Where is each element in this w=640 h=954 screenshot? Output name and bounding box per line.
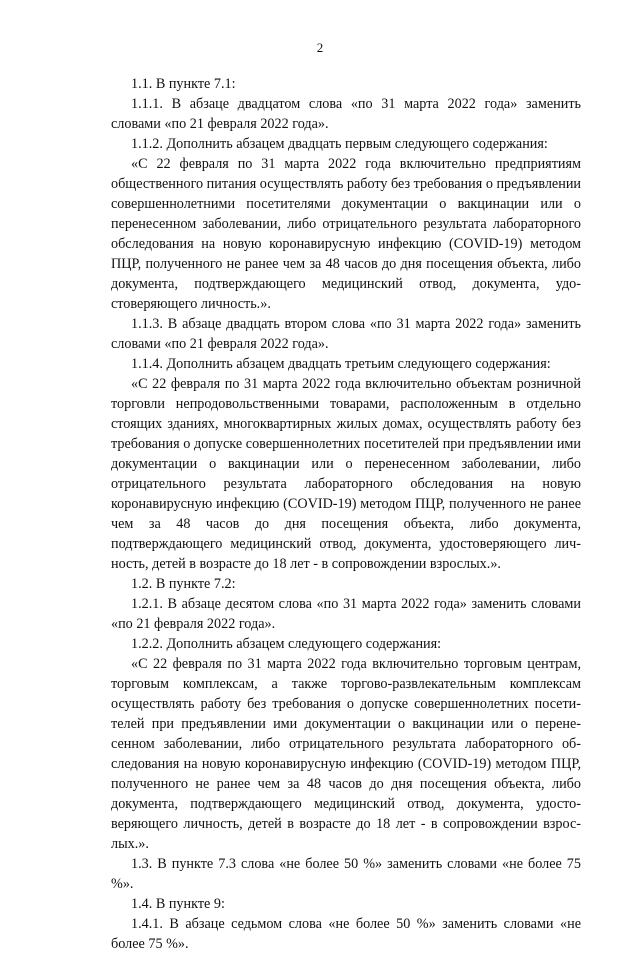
clause-1-1: 1.1. В пункте 7.1: — [131, 76, 236, 92]
quoted-text-retail: «С 22 февраля по 31 марта 2022 года включительно объектам розничной торговли непродовольственными товарами, расположенным в отдельно стоящих зданиях, многоквартирных жилых домах, осуществлять работу без требования о допуске совершеннолетних посетителей при предъявлении ими документации о вакцинации или о перенесенном заболевании, либо отрицательного результата лабораторного обследования на новую коронавирусную инфекцию (COVID-19) методом ПЦР, полученного не ранее чем за 48 часов до дня посещения объекта, либо документа, подтверждающего медицинский отвод, документа, удостоверяющего личность, детей в возрасте до 18 лет - в сопровождении взрослых.». — [111, 376, 581, 572]
clause-1-2-1: 1.2.1. В абзаце десятом слова «по 31 марта 2022 года» заменить словами «по 21 февраля 2022 года». — [111, 596, 581, 632]
clause-1-1-1: 1.1.1. В абзаце двадцатом слова «по 31 марта 2022 года» заменить словами «по 21 февраля 2022 года». — [111, 96, 581, 132]
clause-1-1-2: 1.1.2. Дополнить абзацем двадцать первым следующего содержания: — [131, 136, 548, 152]
clause-1-4-1: 1.4.1. В абзаце седьмом слова «не более 50 %» заменить словами «не более 75 %». — [111, 916, 581, 952]
quoted-text-shopping-centers: «С 22 февраля по 31 марта 2022 года включительно торговым центрам, торговым комплексам, а также торгово-развлекательным комплексам осуществлять работу без требования о допуске совершеннолетних посетителей при предъявлении ими документации о вакцинации или о перенесенном заболевании, либо отрицательного результата лабораторного обследования на новую коронавирусную инфекцию (COVID-19) методом ПЦР, полученного не ранее чем за 48 часов до дня посещения объекта, либо документа, подтверждающего медицинский отвод, документа, удостоверяющего личность, детей в возрасте до 18 лет - в сопровождении взрослых.». — [111, 656, 581, 852]
page-number: 2 — [316, 40, 324, 55]
clause-1-4: 1.4. В пункте 9: — [131, 896, 225, 912]
clause-1-2-2: 1.2.2. Дополнить абзацем следующего содержания: — [131, 636, 442, 652]
clause-1-3: 1.3. В пункте 7.3 слова «не более 50 %» заменить словами «не более 75 %». — [111, 856, 581, 892]
clause-1-2: 1.2. В пункте 7.2: — [131, 576, 236, 592]
quoted-text-catering: «С 22 февраля по 31 марта 2022 года включительно предприятиям общественного питания осуществлять работу без требования о предъявлении совершеннолетними посетителями документации о вакцинации или о перенесенном заболевании, либо отрицательного результата лабораторного обследования на новую коронавирусную инфекцию (COVID-19) методом ПЦР, полученного не ранее чем за 48 часов до дня посещения объекта, либо документа, подтверждающего медицинский отвод, документа, удостоверяющего личность.». — [111, 156, 582, 312]
document-body — [111, 74, 581, 954]
clause-1-1-3: 1.1.3. В абзаце двадцать втором слова «по 31 марта 2022 года» заменить словами «по 21 февраля 2022 года». — [111, 316, 581, 352]
clause-1-1-4: 1.1.4. Дополнить абзацем двадцать третьим следующего содержания: — [131, 356, 551, 372]
